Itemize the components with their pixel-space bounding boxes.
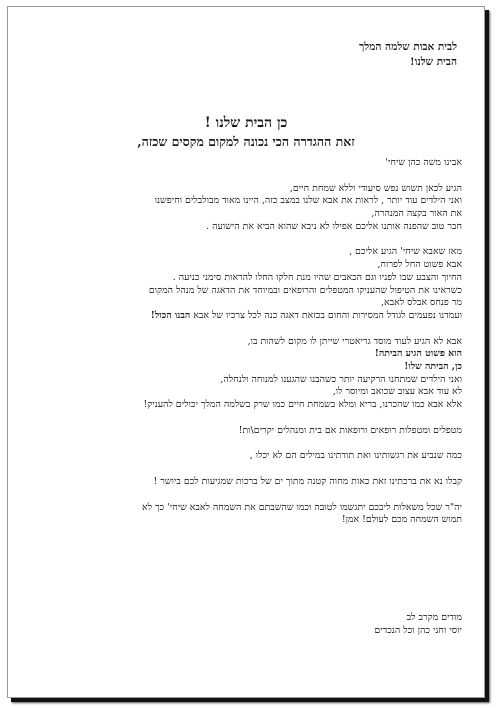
letter-page — [7, 6, 485, 698]
signature-thanks: מודים מקרב לב — [406, 612, 462, 623]
paragraph-text: ועמדנו נפעמים לגודל המסירות והחום בכזאת דאגה כנה לכל צרכיו של אבא — [190, 309, 462, 321]
words-line: כמה שנביע את רגשותינו ואת תודתינו במילים הם לא יכלו , — [249, 450, 462, 462]
letter-titles — [8, 113, 484, 151]
paragraph-line: לא עוד אבא עצוב שכואב ומיוסר לו, — [332, 386, 462, 398]
paragraph-line: מר פנחס אבלס לאבא, — [381, 297, 462, 309]
emphasis-text: הבנו הכול! — [150, 309, 191, 321]
paragraph-1 — [36, 183, 462, 234]
paragraph-line: אלא אבא כמו שהכרנו, בריא ומלא בשמחת חיים כמו שרק בשלמה המלך יכולים להעניק! — [143, 399, 462, 410]
paragraph-line: מאז שאבא שיחי' הגיע אליכם , — [349, 246, 462, 258]
salutation: אבינו משה כהן שיחי' — [385, 157, 462, 168]
sub-title: זאת ההגדרה הכי נכונה למקום מקסים שכזה, — [137, 134, 355, 149]
emphasis-line: כן, הביתה שלו! — [404, 360, 462, 372]
emphasis-line: הוא פשוט הגיע הביתה! — [374, 348, 462, 360]
signature-names: יוסי וחני כהן וכל הנכדים — [374, 624, 462, 636]
paragraph-line: ואני הילדים עוד יותר , לראות את אבא שלנו במצב כזה, היינו מאוד מבולבלים וחיפשנו — [154, 195, 462, 207]
paragraph-line: כשראינו את הטיפול שהעניקו המטפלים והרופאים ובמיוחד את הדאגה של מנהל המקום — [148, 284, 462, 296]
paragraph-2 — [36, 246, 462, 322]
paragraph-line: החיוך והצבע שבו לפניו וגם הכאבים שהיו מנת חלקו החלו להראות סימני כניעה . — [172, 271, 462, 283]
paragraph-3 — [36, 336, 462, 412]
paragraph-line: את האור בקצה המנהרה, — [371, 208, 462, 220]
paragraph-line: תמוש השמחה מכם לעולם! אמן! — [341, 514, 462, 526]
paragraph-line-emphasis — [36, 310, 462, 323]
letter-header — [359, 40, 457, 70]
header-tagline: הבית שלנו! — [410, 56, 457, 68]
blessing-line: קבלו נא את ברכתינו זאת כאות מחוה קטנה מתוך ים של ברכות שמגיעות לכם ביושר ! — [153, 476, 462, 488]
closing-paragraph — [36, 502, 462, 527]
paragraph-line: יה"ר שכל משאלות ליבכם יתגשמו לטובה וכמו שהשבתם את השמחה לאבא שיחי' כך לא — [141, 501, 462, 513]
paragraph-line: אבא פשוט החל לפרוח, — [377, 259, 462, 271]
letter-body — [36, 157, 462, 636]
paragraph-line: ואני הילדים שמתחנו הרקיעה יותר כשהבנו שהגענו למנוחה ולנחלה, — [220, 373, 462, 385]
paragraph-line: אבא לא הגיע לעוד מוסד גריאטרי שייתן לו מקום לשהות בו, — [247, 335, 462, 347]
paragraph-line: חבר טוב שהפנה אותנו אליכם אפילו לא ניבא שהוא הביא את הישועה . — [206, 220, 462, 232]
header-recipient: לבית אבות שלמה המלך — [359, 41, 457, 53]
staff-line: מטפלים ומטפלות רופאים ורופאות אם בית ומנהלים יקרים\ות! — [238, 424, 462, 436]
main-title: כן הבית שלנו ! — [204, 115, 288, 131]
signature-block — [36, 612, 462, 637]
paragraph-line: הגיע לכאן תשוש נפש סיעודי וללא שמחת חיים, — [289, 182, 462, 194]
